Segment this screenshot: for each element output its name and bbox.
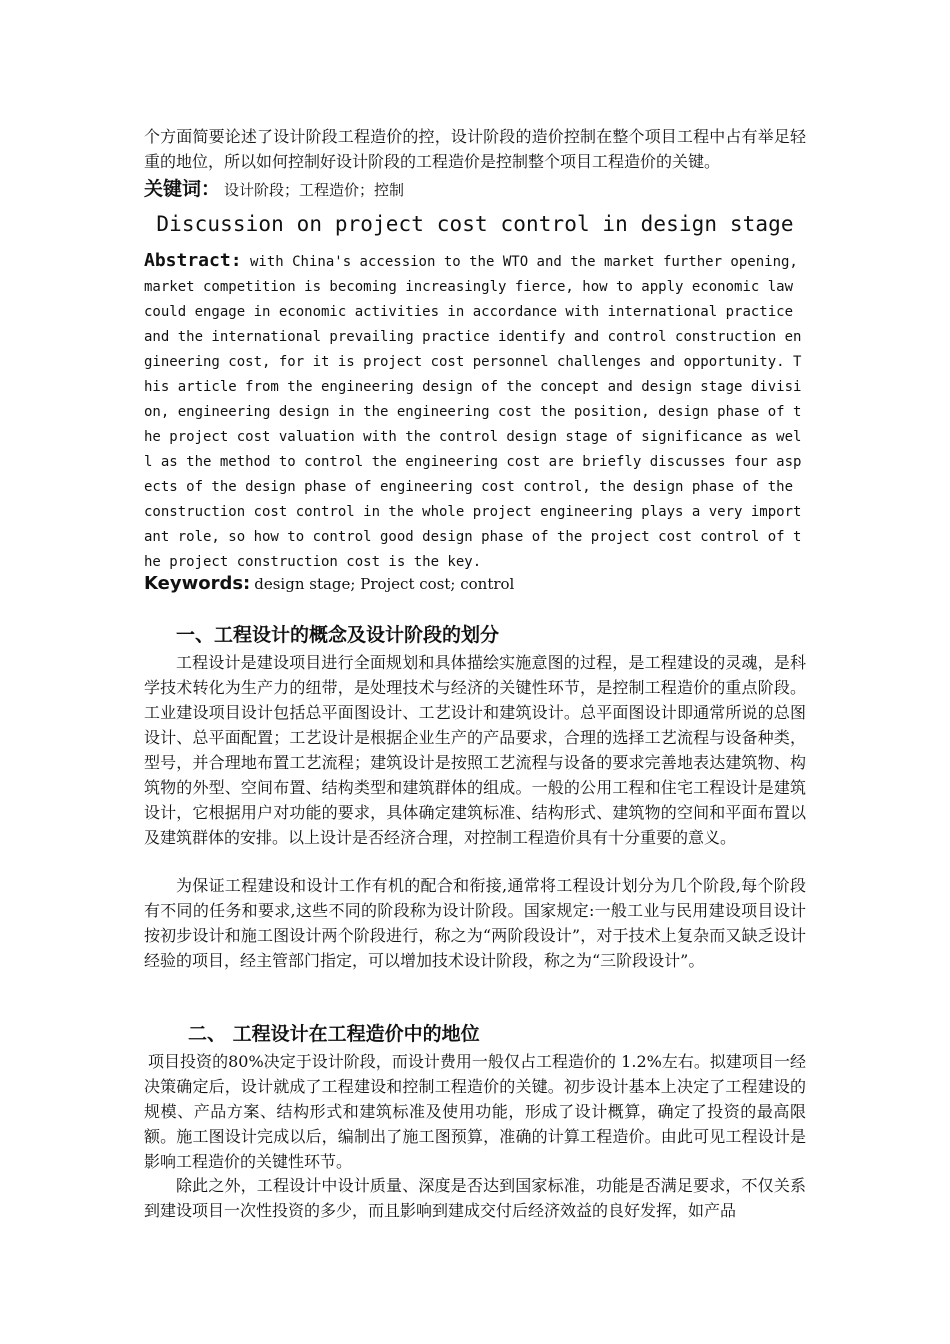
section-one-paragraph-2: 为保证工程建设和设计工作有机的配合和衔接,通常将工程设计划分为几个阶段,每个阶段有不同的任务和要求,这些不同的阶段称为设计阶段。国家规定:一般工业与民用建设项目设计按初步设计和施工图设计两个阶段进行，称之为“两阶段设计”，对于技术上复杂而又缺乏设计经验的项目，经主管部门指定，可以增加技术设计阶段，称之为“三阶段设计”。 xyxy=(144,876,806,970)
abstract-text: with China's accession to the WTO and the market further opening, market competition is becoming increasingly fierce, how to apply economic law could engage in economic activities in accordance with international practice and the international prevailing practice identify and control construction engineering cost, for it is project cost personnel challenges and opportunity. This article from the engineering design of the concept and design stage division, engineering design in the engineering cost the position, design phase of the project cost valuation with the control design stage of significance as well as the method to control the engineering cost are briefly discusses four aspects of the design phase of engineering cost control, the design phase of the construction cost control in the whole project engineering plays a very important role, so how to control good design phase of the project cost control of the project construction cost is the key. xyxy=(144,254,802,570)
section-one-paragraph-1: 工程设计是建设项目进行全面规划和具体描绘实施意图的过程，是工程建设的灵魂，是科学技术转化为生产力的纽带，是处理技术与经济的关键性环节，是控制工程造价的重点阶段。工业建设项目设计包括总平面图设计、工艺设计和建筑设计。总平面图设计即通常所说的总图设计、总平面配置；工艺设计是根据企业生产的产品要求，合理的选择工艺流程与设备种类，型号，并合理地布置工艺流程；建筑设计是按照工艺流程与设备的要求完善地表达建筑物、构筑物的外型、空间布置、结构类型和建筑群体的组成。一般的公用工程和住宅工程设计是建筑设计，它根据用户对功能的要求，具体确定建筑标准、结构形式、建筑物的空间和平面布置以及建筑群体的安排。以上设计是否经济合理，对控制工程造价具有十分重要的意义。 xyxy=(144,653,806,847)
section-two-paragraph-2: 除此之外，工程设计中设计质量、深度是否达到国家标准，功能是否满足要求，不仅关系到建设项目一次性投资的多少，而且影响到建成交付后经济效益的良好发挥，如产品 xyxy=(144,1176,806,1220)
section-one-heading: 一、工程设计的概念及设计阶段的划分 xyxy=(176,624,500,646)
section-two-heading: 二、 工程设计在工程造价中的地位 xyxy=(188,1023,480,1045)
abstract-paragraph xyxy=(144,248,806,575)
english-keywords-line xyxy=(144,573,806,601)
chinese-keywords-line xyxy=(144,174,806,200)
english-keywords-text: design stage; Project cost; control xyxy=(254,575,515,593)
chinese-keywords-text: 设计阶段；工程造价；控制 xyxy=(224,181,405,199)
chinese-keywords-label: 关键词： xyxy=(144,178,221,200)
abstract-label: Abstract: xyxy=(144,250,242,271)
section-two-paragraph-1: 项目投资的80%决定于设计阶段，而设计费用一般仅占工程造价的 1.2%左右。拟建项目一经决策确定后，设计就成了工程建设和控制工程造价的关键。初步设计基本上决定了工程建设的规模、产品方案、结构形式和建筑标准及使用功能，形成了设计概算，确定了投资的最高限额。施工图设计完成以后，编制出了施工图预算，准确的计算工程造价。由此可见工程设计是影响工程造价的关键性环节。 xyxy=(144,1052,806,1171)
english-title: Discussion on project cost control in design stage xyxy=(156,212,794,236)
english-keywords-label: Keywords: xyxy=(144,573,251,594)
intro-paragraph: 个方面简要论述了设计阶段工程造价的控，设计阶段的造价控制在整个项目工程中占有举足轻重的地位，所以如何控制好设计阶段的工程造价是控制整个项目工程造价的关键。 xyxy=(144,127,806,171)
